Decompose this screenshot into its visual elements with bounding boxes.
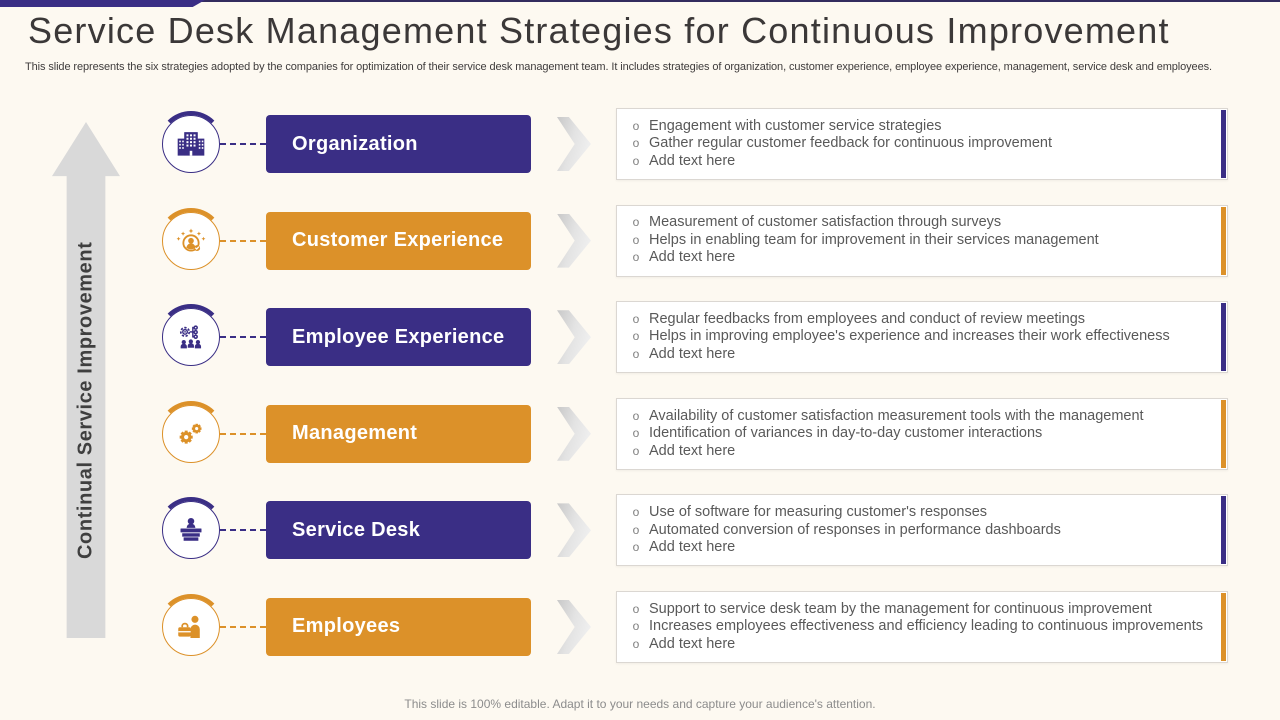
employee-feedback-icon <box>174 320 208 354</box>
bullet-list <box>617 118 1227 171</box>
bullet-text: Regular feedbacks from employees and conduct of review meetings <box>649 310 1086 327</box>
strategy-label-bar <box>266 115 531 173</box>
bullet-item <box>630 408 1203 426</box>
strategy-label: Employees <box>292 615 401 638</box>
dashed-connector <box>220 143 266 145</box>
bullet-text: Add text here <box>649 442 736 459</box>
bullet-item <box>630 214 1203 232</box>
strategy-label: Employee Experience <box>292 325 505 348</box>
page-title: Service Desk Management Strategies for Continuous Improvement <box>28 10 1170 51</box>
detail-accent-bar <box>1221 207 1226 275</box>
bullet-text: Automated conversion of responses in performance dashboards <box>649 521 1061 538</box>
bullet-item <box>630 311 1203 329</box>
strategy-label: Management <box>292 422 418 445</box>
strategy-row <box>162 591 1228 663</box>
bullet-marker: o <box>632 311 640 326</box>
bullet-marker: o <box>632 426 640 441</box>
bullet-item <box>630 232 1203 250</box>
bullet-item <box>630 601 1203 619</box>
bullet-item <box>630 346 1203 364</box>
bullet-list <box>617 504 1227 557</box>
bullet-text: Gather regular customer feedback for continuous improvement <box>649 135 1052 152</box>
row-icon-circle <box>162 405 220 463</box>
bullet-marker: o <box>632 540 640 555</box>
row-icon-circle <box>162 308 220 366</box>
bullet-text: Helps in improving employee's experience and increases their work effectiveness <box>649 328 1170 345</box>
row-icon-circle <box>162 598 220 656</box>
continual-service-improvement-label: Continual Service Improvement <box>74 241 97 559</box>
bullet-item <box>630 443 1203 461</box>
chevron-right-icon <box>557 600 591 654</box>
bullet-item <box>630 425 1203 443</box>
strategy-detail-box <box>616 494 1228 566</box>
bullet-text: Engagement with customer service strategies <box>649 117 942 134</box>
strategy-label-bar <box>266 405 531 463</box>
bullet-text: Helps in enabling team for improvement in their services management <box>649 231 1099 248</box>
employee-briefcase-icon <box>174 610 208 644</box>
row-icon-circle <box>162 115 220 173</box>
strategy-detail-box <box>616 108 1228 180</box>
bullet-list <box>617 601 1227 654</box>
strategy-detail-box <box>616 205 1228 277</box>
bullet-item <box>630 636 1203 654</box>
bullet-item <box>630 135 1203 153</box>
bullet-marker: o <box>632 619 640 634</box>
building-icon <box>174 127 208 161</box>
strategy-row <box>162 398 1228 470</box>
strategy-rows <box>162 108 1228 663</box>
bullet-item <box>630 249 1203 267</box>
strategy-row <box>162 301 1228 373</box>
strategy-label-bar <box>266 308 531 366</box>
bullet-text: Measurement of customer satisfaction through surveys <box>649 214 1002 231</box>
bullet-marker: o <box>632 522 640 537</box>
bullet-marker: o <box>632 153 640 168</box>
bullet-marker: o <box>632 601 640 616</box>
chevron-right-icon <box>557 214 591 268</box>
bullet-text: Add text here <box>649 249 736 266</box>
dashed-connector <box>220 240 266 242</box>
strategy-detail-box <box>616 398 1228 470</box>
bullet-marker: o <box>632 250 640 265</box>
strategy-label-bar <box>266 212 531 270</box>
bullet-list <box>617 311 1227 364</box>
bullet-marker: o <box>632 505 640 520</box>
dashed-connector <box>220 336 266 338</box>
bullet-marker: o <box>632 346 640 361</box>
bullet-item <box>630 328 1203 346</box>
bullet-text: Identification of variances in day-to-day customer interactions <box>649 425 1043 442</box>
strategy-detail-box <box>616 591 1228 663</box>
strategy-row <box>162 494 1228 566</box>
bullet-marker: o <box>632 136 640 151</box>
strategy-detail-box <box>616 301 1228 373</box>
bullet-text: Add text here <box>649 152 736 169</box>
strategy-label: Organization <box>292 132 418 155</box>
bullet-list <box>617 408 1227 461</box>
bullet-marker: o <box>632 118 640 133</box>
detail-accent-bar <box>1221 496 1226 564</box>
bullet-marker: o <box>632 443 640 458</box>
bullet-item <box>630 522 1203 540</box>
gears-icon <box>174 417 208 451</box>
customer-rating-icon <box>174 224 208 258</box>
bullet-item <box>630 539 1203 557</box>
strategy-label: Service Desk <box>292 518 421 541</box>
detail-accent-bar <box>1221 593 1226 661</box>
bullet-text: Add text here <box>649 345 736 362</box>
service-desk-icon <box>174 513 208 547</box>
strategy-label-bar <box>266 598 531 656</box>
bullet-item <box>630 618 1203 636</box>
strategy-row <box>162 108 1228 180</box>
bullet-text: Use of software for measuring customer's responses <box>649 504 988 521</box>
bullet-item <box>630 504 1203 522</box>
slide-subtitle: This slide represents the six strategies adopted by the companies for optimization of their service desk management team. It includes strategies of organization, customer experience, employee experience, management, service desk and employees. <box>25 61 1212 73</box>
bullet-text: Availability of customer satisfaction measurement tools with the management <box>649 407 1144 424</box>
dashed-connector <box>220 529 266 531</box>
detail-accent-bar <box>1221 400 1226 468</box>
bullet-text: Support to service desk team by the management for continuous improvement <box>649 600 1152 617</box>
bullet-marker: o <box>632 408 640 423</box>
chevron-right-icon <box>557 117 591 171</box>
footer-note: This slide is 100% editable. Adapt it to your needs and capture your audience's attention. <box>404 697 876 711</box>
detail-accent-bar <box>1221 303 1226 371</box>
row-icon-circle <box>162 212 220 270</box>
strategy-label: Customer Experience <box>292 229 504 252</box>
detail-accent-bar <box>1221 110 1226 178</box>
dashed-connector <box>220 626 266 628</box>
chevron-right-icon <box>557 310 591 364</box>
strategy-row <box>162 205 1228 277</box>
bullet-text: Add text here <box>649 539 736 556</box>
bullet-text: Add text here <box>649 635 736 652</box>
bullet-marker: o <box>632 329 640 344</box>
chevron-right-icon <box>557 407 591 461</box>
bullet-text: Increases employees effectiveness and efficiency leading to continuous improvements <box>649 618 1204 635</box>
bullet-marker: o <box>632 215 640 230</box>
bullet-item <box>630 153 1203 171</box>
bullet-marker: o <box>632 636 640 651</box>
chevron-right-icon <box>557 503 591 557</box>
bullet-list <box>617 214 1227 267</box>
dashed-connector <box>220 433 266 435</box>
row-icon-circle <box>162 501 220 559</box>
top-accent-bar <box>0 0 205 7</box>
strategy-label-bar <box>266 501 531 559</box>
bullet-item <box>630 118 1203 136</box>
bullet-marker: o <box>632 232 640 247</box>
